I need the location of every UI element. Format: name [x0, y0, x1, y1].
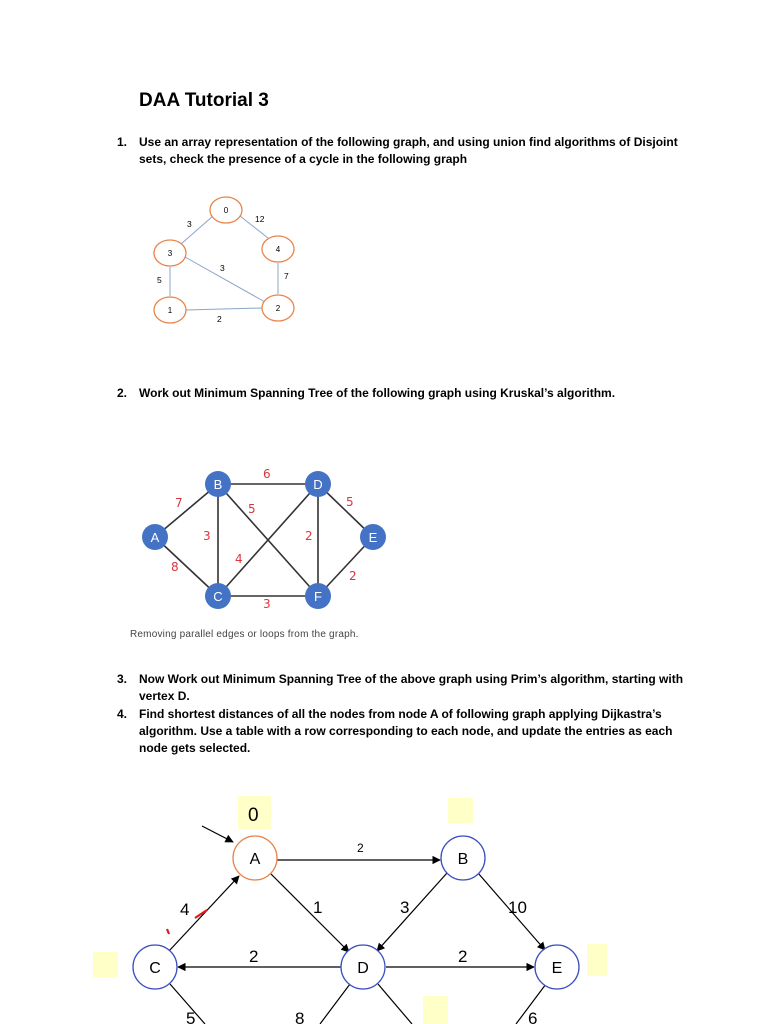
node-label: A: [150, 530, 160, 545]
node-label: D: [313, 477, 323, 492]
weight-label: 2: [217, 314, 222, 324]
node-label: A: [249, 851, 261, 868]
weight-label: 2: [458, 947, 468, 966]
node-label: C: [213, 589, 223, 604]
page-title: DAA Tutorial 3: [139, 90, 269, 111]
start-arrow: [202, 826, 233, 842]
graph2-caption: Removing parallel edges or loops from the graph.: [130, 629, 359, 640]
question-number: 1.: [117, 135, 128, 149]
node-label: E: [551, 960, 563, 977]
weight-label: 3: [263, 597, 271, 611]
question-text: Find shortest distances of all the nodes from node A of following graph applying Dijkastra’s algorithm. Use a table with a row corresponding to each node, and update the entries as each node gets selected.: [139, 707, 673, 755]
node-label: E: [368, 530, 378, 545]
weight-label: 2: [357, 841, 364, 855]
edge-a-d: [270, 873, 349, 952]
edge-d-down-left: [320, 984, 350, 1024]
weight-label: 4: [180, 900, 190, 919]
weight-label: 5: [346, 495, 354, 509]
question-text: Use an array representation of the following graph, and using union find algorithms of Disjoint sets, check the presence of a cycle in the following graph: [139, 135, 678, 166]
edge-3-2: [185, 257, 265, 302]
graph3-edges: [169, 826, 546, 1024]
distance-box-d: [423, 996, 448, 1024]
edge-b-d: [377, 873, 447, 951]
distance-box-b: [448, 798, 473, 823]
question-number: 2.: [117, 386, 128, 400]
weight-label: 3: [220, 263, 225, 273]
question-number: 3.: [117, 672, 128, 686]
weight-label: 6: [263, 467, 271, 481]
weight-label: 2: [349, 569, 357, 583]
weight-label: 1: [313, 898, 323, 917]
question-text: Work out Minimum Spanning Tree of the following graph using Kruskal’s algorithm.: [139, 386, 616, 400]
graph3: [93, 796, 607, 1024]
graph2-edges: [155, 484, 373, 596]
node-label: 3: [167, 249, 173, 258]
node-label: C: [149, 960, 161, 977]
weight-label: 3: [203, 529, 211, 543]
node-label: F: [314, 589, 322, 604]
graph2: [142, 467, 386, 611]
node-label: 0: [223, 206, 229, 215]
weight-label: 7: [175, 496, 183, 510]
weight-label: 10: [508, 898, 527, 917]
distance-a: 0: [248, 805, 259, 826]
node-label: D: [357, 960, 369, 977]
weight-label: 4: [235, 552, 243, 566]
weight-label: 8: [171, 560, 179, 574]
weight-label: 3: [400, 898, 410, 917]
weight-label: 5: [157, 275, 162, 285]
weight-label: 2: [305, 529, 313, 543]
node-label: B: [457, 851, 469, 868]
node-label: 1: [167, 306, 173, 315]
weight-label: 3: [187, 219, 192, 229]
edge-0-3: [181, 216, 213, 244]
distance-box-e: [587, 944, 607, 976]
weight-label: 12: [255, 214, 265, 224]
edge-d-down-right: [378, 984, 412, 1024]
weight-label: 7: [284, 271, 289, 281]
weight-label: 5: [186, 1009, 196, 1024]
graph1: [154, 197, 294, 324]
node-label: 4: [275, 245, 281, 254]
question-text: Now Work out Minimum Spanning Tree of the above graph using Prim’s algorithm, starting with vertex D.: [139, 672, 684, 703]
node-label: 2: [275, 304, 281, 313]
node-label: B: [213, 477, 223, 492]
distance-box-c: [93, 952, 118, 977]
question-number: 4.: [117, 707, 128, 721]
weight-label: 5: [248, 502, 256, 516]
weight-label: 8: [295, 1009, 305, 1024]
weight-label: 2: [249, 947, 259, 966]
edge-1-2: [186, 308, 262, 310]
weight-label: 6: [528, 1009, 538, 1024]
red-mark: [167, 929, 169, 934]
